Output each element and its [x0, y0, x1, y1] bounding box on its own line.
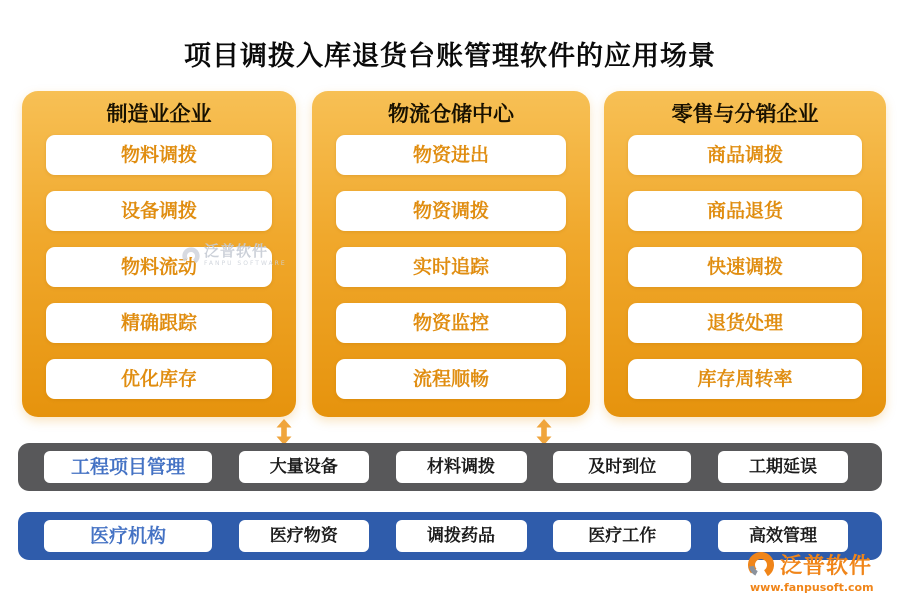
column-header: 制造业企业 — [106, 101, 212, 126]
double-arrow-icon — [276, 419, 292, 445]
bar-label: 工程项目管理 — [44, 451, 212, 483]
double-arrow-icon — [536, 419, 552, 445]
column-item: 快速调拨 — [628, 247, 862, 287]
bar-item: 调拨药品 — [396, 520, 527, 552]
bar-item: 医疗物资 — [239, 520, 369, 552]
column-item: 商品调拨 — [628, 135, 862, 175]
bar-item: 及时到位 — [553, 451, 691, 483]
column-item: 物资调拨 — [336, 191, 566, 231]
column-item: 物料流动 — [46, 247, 272, 287]
column-header: 物流仓储中心 — [388, 101, 514, 126]
brand-url: www.fanpusoft.com — [750, 581, 874, 594]
brand-name: 泛普软件 — [780, 553, 873, 579]
page-title: 项目调拨入库退货台账管理软件的应用场景 — [184, 41, 716, 72]
column-retail — [604, 91, 886, 417]
column-item: 物资监控 — [336, 303, 566, 343]
column-item: 实时追踪 — [336, 247, 566, 287]
bar-item: 大量设备 — [239, 451, 369, 483]
column-logistics — [312, 91, 590, 417]
column-item: 优化库存 — [46, 359, 272, 399]
bar-label: 医疗机构 — [44, 520, 212, 552]
watermark-subtext: FANPU SOFTWARE — [204, 260, 287, 267]
column-item: 库存周转率 — [628, 359, 862, 399]
bar-item: 医疗工作 — [553, 520, 691, 552]
column-item: 商品退货 — [628, 191, 862, 231]
brand-logo-icon — [746, 550, 776, 580]
column-item: 流程顺畅 — [336, 359, 566, 399]
column-item: 物资进出 — [336, 135, 566, 175]
column-item: 设备调拨 — [46, 191, 272, 231]
bar-item: 材料调拨 — [396, 451, 527, 483]
bar-engineering — [18, 443, 882, 491]
column-item: 精确跟踪 — [46, 303, 272, 343]
column-header: 零售与分销企业 — [671, 101, 819, 126]
column-item: 退货处理 — [628, 303, 862, 343]
brand-mark — [746, 549, 894, 594]
column-item: 物料调拨 — [46, 135, 272, 175]
bar-item: 工期延误 — [718, 451, 848, 483]
watermark-text: 泛普软件 — [204, 242, 269, 260]
column-manufacturing — [22, 91, 296, 417]
bar-item: 高效管理 — [718, 520, 848, 552]
